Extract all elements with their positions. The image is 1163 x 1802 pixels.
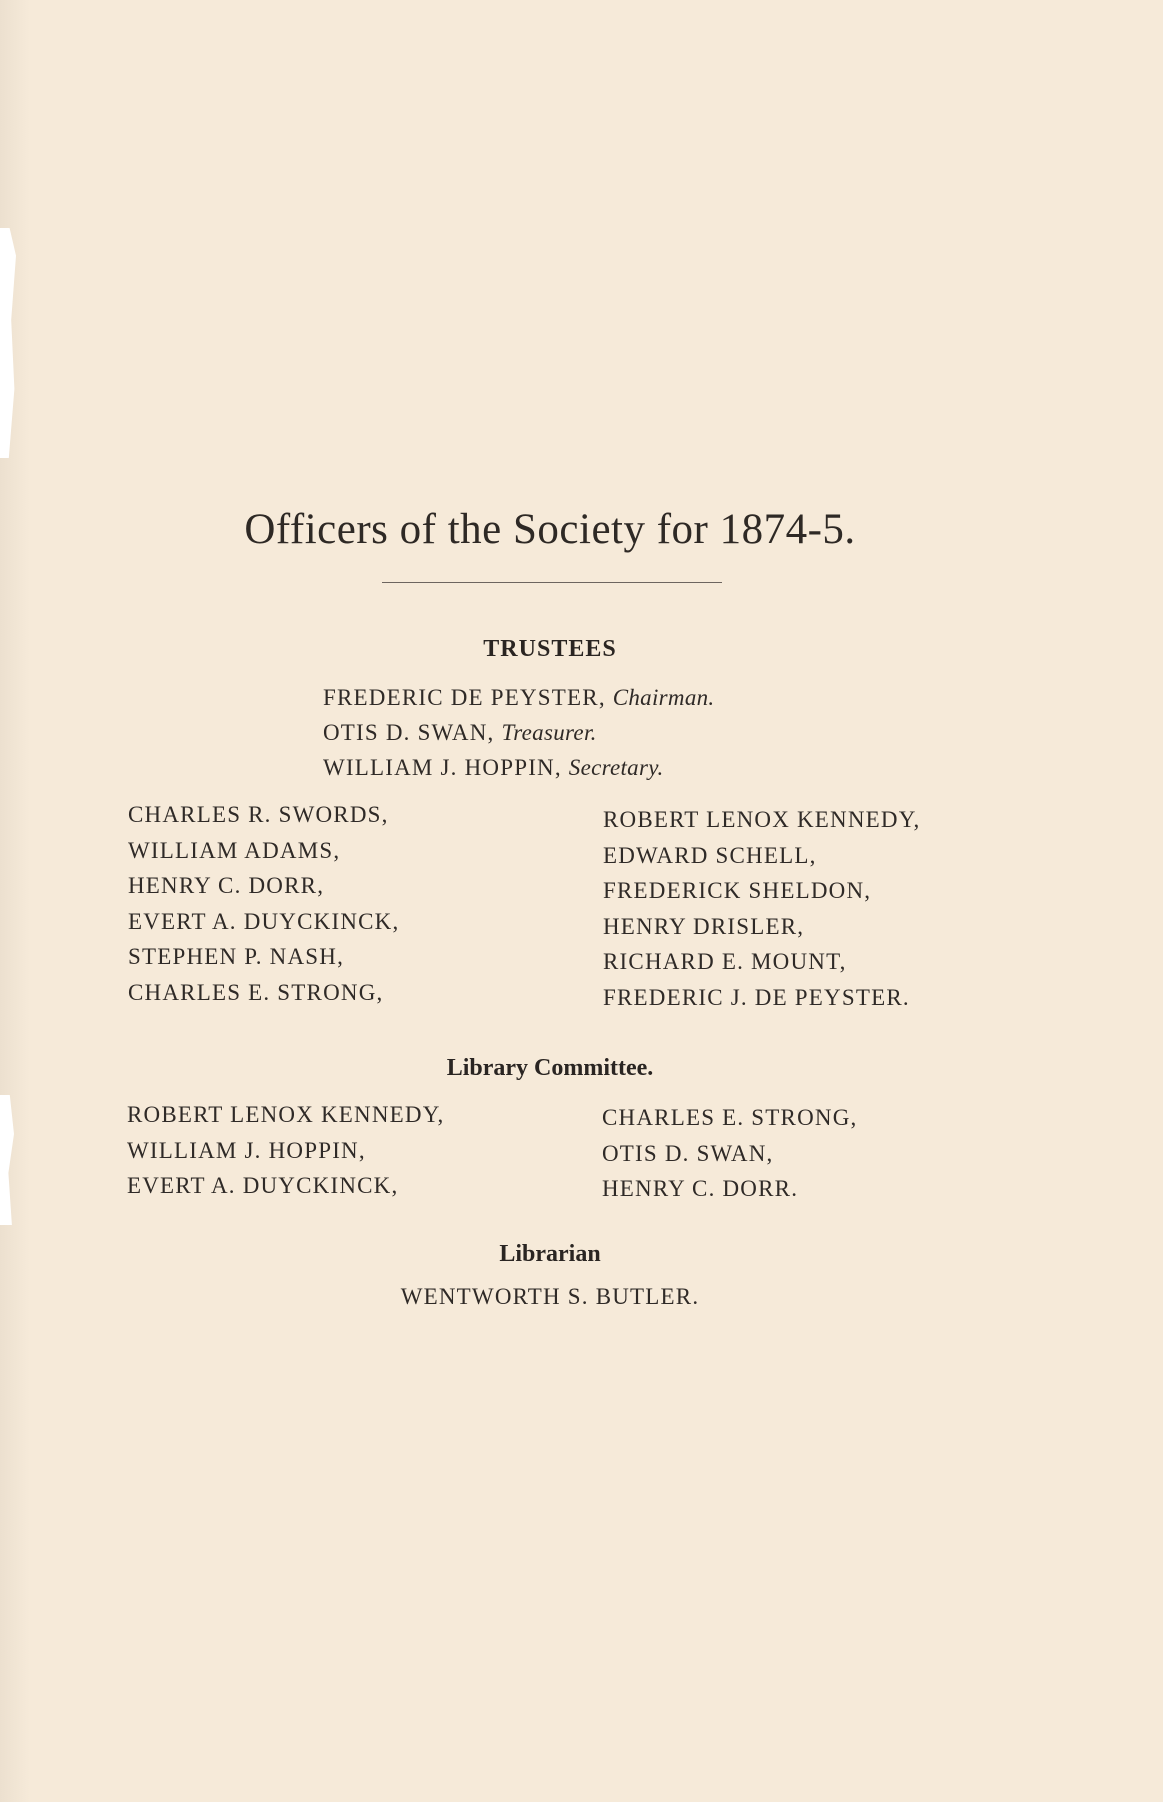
officer-role: Treasurer. — [501, 720, 597, 745]
page-title: Officers of the Society for 1874-5. — [244, 506, 856, 553]
library-committee-left-column — [127, 1097, 445, 1204]
officer-row — [323, 750, 714, 785]
library-committee-heading: Library Committee. — [446, 1055, 654, 1081]
committee-member-name: CHARLES E. STRONG, — [602, 1105, 858, 1130]
trustee-name: RICHARD E. MOUNT, — [603, 949, 847, 974]
trustees-left-column — [128, 797, 399, 1010]
trustee-name: FREDERICK SHELDON, — [603, 878, 872, 903]
librarian-heading: Librarian — [499, 1241, 601, 1267]
trustee-name: HENRY DRISLER, — [603, 913, 805, 939]
trustee-name: WILLIAM ADAMS, — [128, 837, 341, 863]
trustee-name: EVERT A. DUYCKINCK, — [128, 908, 400, 934]
officer-name: FREDERIC DE PEYSTER, — [323, 685, 606, 710]
trustees-heading: TRUSTEES — [483, 636, 617, 662]
trustee-name: EDWARD SCHELL, — [603, 842, 817, 868]
officer-name: WILLIAM J. HOPPIN, — [323, 755, 562, 780]
trustee-name: HENRY C. DORR, — [128, 873, 325, 898]
trustee-name: STEPHEN P. NASH, — [128, 944, 345, 969]
trustee-name: ROBERT LENOX KENNEDY, — [603, 807, 921, 832]
committee-member-name: EVERT A. DUYCKINCK, — [127, 1173, 399, 1198]
officer-role: Chairman. — [612, 685, 715, 710]
committee-member-name: OTIS D. SWAN, — [602, 1140, 774, 1166]
librarian-name: WENTWORTH S. BUTLER. — [400, 1284, 700, 1309]
trustee-name: CHARLES E. STRONG, — [128, 979, 384, 1005]
committee-member-name: WILLIAM J. HOPPIN, — [127, 1137, 366, 1163]
committee-member-name: HENRY C. DORR. — [602, 1176, 799, 1201]
officer-role: Secretary. — [568, 755, 664, 780]
officer-name: OTIS D. SWAN, — [323, 720, 495, 745]
officer-row — [323, 715, 714, 750]
library-committee-right-column — [602, 1100, 857, 1207]
trustee-name: FREDERIC J. DE PEYSTER. — [603, 984, 910, 1010]
trustee-officers-list — [323, 680, 714, 785]
title-divider — [382, 582, 722, 583]
trustee-name: CHARLES R. SWORDS, — [128, 802, 389, 827]
committee-member-name: ROBERT LENOX KENNEDY, — [127, 1102, 445, 1127]
officer-row — [323, 680, 714, 715]
trustees-right-column — [603, 802, 921, 1015]
